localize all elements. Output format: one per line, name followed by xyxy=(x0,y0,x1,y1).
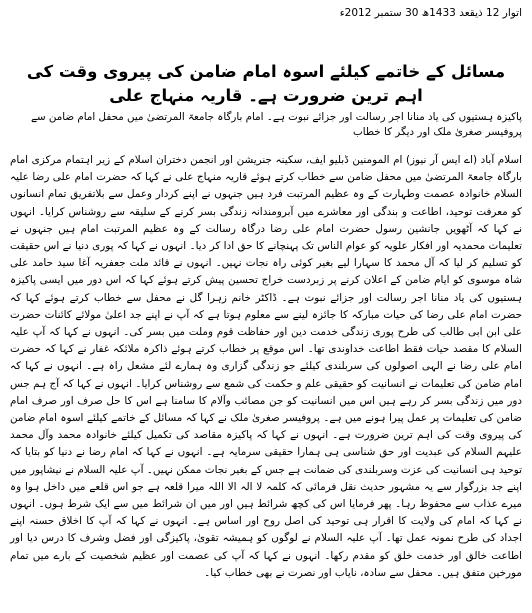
article-body xyxy=(10,152,522,582)
dateline: اتوار 12 ذیقعد 1433ھ 30 ستمبر 2012ء xyxy=(339,7,522,19)
article-paragraph: اسلام آباد (اے ایس آر نیوز) ام المومنین ڈبلیو ایف، سکینہ جنریشن اور انجمن دختران اسلام کے زیر اہتمام مرکزی امام بارگاہ جامعۃ المرتضیٰ میں محفل ضامن سے خطاب کرتے ہوئے قاریہ منہاج علی نے کہا کہ حضرت امام علی رضا علیہ السلام خانوادہ عصمت وطہارت کے وہ عظیم المرتبت فرد ہیں جنہوں نے اپنے کردار وعمل سے بلاتفریق تمام انسانوں کو معرفت توحید، اطاعت و بندگی اور معاشرے میں آبرومندانہ زندگی بسر کرنے کے سلیقہ سے روشناس کرایا۔ انہوں نے کہا کہ آٹھویں جانشین رسول حضرت امام علی رضا درگاہ رسالت کے وہ عظیم المرتبت امام ہیں جنہوں نے تعلیمات محمدیہ اور افکار علویہ کو عوام الناس تک پہنچانے کا حق ادا کر دیا۔ انہوں نے کہا کہ پوری دنیا نے اس حقیقت کو تسلیم کر لیا کہ آل محمد کا سہارا لیے بغیر کوئی راہ نجات نہیں۔ انہوں نے قائد ملت جعفریہ آغا سید حامد علی شاہ موسوی کو ایام ضامن کے اعلان کرنے پر زبردست خراج تحسین پیش کرتے ہوئے کہا کہ اس دور میں ایسی پاکیزہ ہستیوں کی یاد منانا اجر رسالت اور جزائے نبوت ہے۔ ڈاکٹر خانم زہرا گل نے محفل سے خطاب کرتے ہوئے کہا کہ حضرت امام علی رضا کی حیات مبارکہ کا جائزہ لینے سے معلوم ہوتا ہے کہ آپ نے اپنے جد اعلیٰ مولائے کائنات حضرت علی ابن ابی طالب کی طرح پوری زندگی خدمت دین اور حفاظت قوم وملت میں بسر کی۔ انہوں نے کہا کہ آپ علیہ السلام کا مقصد حیات فقط اطاعت خداوندی تھا۔ اس موقع پر خطاب کرتے ہوئے ذاکرہ ملائکہ غفار نے کہا کہ حضرت امام علی رضا نے الہی اصولوں کی سربلندی کیلئے جو زندگی گزاری وہ ہمارے لئے مشعل راہ ہے۔ انہوں نے کہا کہ امام ضامن کی تعلیمات نے انسانیت کو حقیقی علم و حکمت کی شمع سے روشناس کرایا۔ انہوں نے کہا کہ آج ہم جس دور میں زندگی بسر کر رہے ہیں اس میں انسانیت کو جن مصائب وآلام کا سامنا ہے اس کا حل صرف اور صرف امام ضامن کی تعلیمات پر عمل پیرا ہونے میں ہے۔ پروفیسر صغریٰ ملک نے کہا کہ مسائل کے خاتمے کیلئے اسوہ امام ضامن کی پیروی وقت کی اہم ترین ضرورت ہے۔ انہوں نے کہا کہ پاکیزہ مقاصد کی تکمیل کیلئے خانوادہ محمد وآل محمد علیہم السلام کی عبدیت اور حق شناسی ہی ہمارا حقیقی سرمایہ ہے۔ انہوں نے کہا کہ امام رضا نے دنیا کو بتایا کہ توحید ہی انسانیت کی عزت وسربلندی کی ضمانت ہے جس کے بغیر نجات ممکن نہیں۔ آپ علیہ السلام نے نیشاپور میں اپنے جد بزرگوار سے یہ مشہور حدیث نقل فرمائی کہ کلمہ لا الہ الا اللہ میرا قلعہ ہے جو اس قلعے میں داخل ہوا وہ میرے عذاب سے محفوظ رہا۔ پھر فرمایا اس کی کچھ شرائط ہیں اور میں ان شرائط میں سے ایک شرط ہوں۔ انہوں نے کہا کہ امام کی ولایت کا اقرار ہی توحید کی اصل روح اور اساس ہے۔ انہوں نے کہا کہ آپ کا اخلاق حسنہ اپنے اجداد کی طرح نمونہ عمل تھا۔ آپ علیہ السلام نے لوگوں کو ہمیشہ تقویٰ، پاکیزگی اور فضل وشرف کا درس دیا اور اطاعت خالق اور خدمت خلق کو مقدم رکھا۔ انہوں نے کہا کہ آپ کی عصمت اور عظیم شخصیت کے بارے میں تمام مورخین متفق ہیں۔ محفل سے سادہ، نایاب اور نصرت نے بھی خطاب کیا۔ xyxy=(10,154,522,579)
headline: مسائل کے خاتمے کیلئے اسوہ امام ضامن کی پیروی وقت کی اہم ترین ضرورت ہے۔ قاریہ منہاج علی xyxy=(26,62,506,105)
subheadline: پاکیزہ ہستیوں کی یاد منانا اجر رسالت اور جزائے نبوت ہے۔ امام بارگاہ جامعۃ المرتضیٰ میں محفل امام ضامن سے پروفیسر صغریٰ ملک اور دیگر کا خطاب xyxy=(30,111,522,138)
